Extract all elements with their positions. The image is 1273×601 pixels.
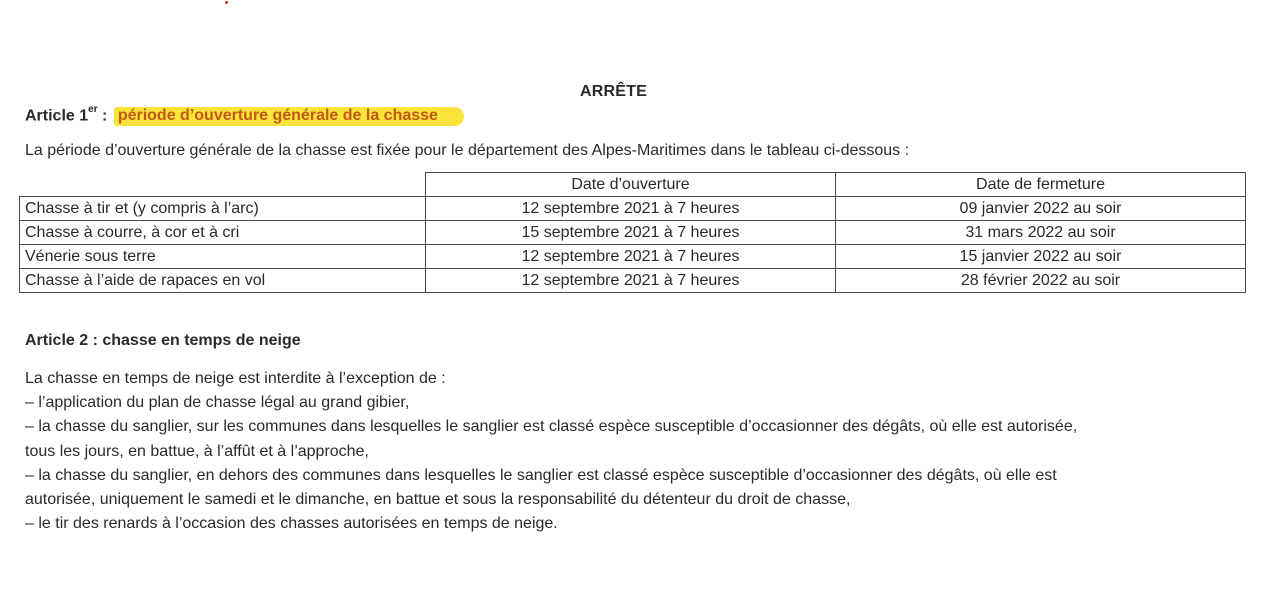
table-row — [20, 197, 1246, 221]
article-2-line: – la chasse du sanglier, sur les communes dans lesquelles le sanglier est classé espèce susceptible d’occasionner des dégâts, où elle est autorisée, — [25, 418, 1078, 436]
hunting-periods-table — [19, 172, 1246, 293]
table-header-opening: Date d’ouverture — [426, 173, 836, 197]
cell-hunting-type: Chasse à l’aide de rapaces en vol — [20, 269, 426, 293]
table-header-row — [20, 173, 1246, 197]
article-2-line: – l’application du plan de chasse légal au grand gibier, — [25, 394, 410, 412]
article-2-line: – la chasse du sanglier, en dehors des communes dans lesquelles le sanglier est classé espèce susceptible d’occasionner des dégâts, où elle est — [25, 466, 1057, 484]
article-1-heading — [25, 106, 464, 125]
table-header-closing: Date de fermeture — [836, 173, 1246, 197]
scan-speck — [225, 1, 228, 4]
article-2-line: La chasse en temps de neige est interdite à l’exception de : — [25, 370, 446, 387]
article-2-line: – le tir des renards à l’occasion des chasses autorisées en temps de neige. — [25, 515, 558, 533]
article-2-heading: Article 2 : chasse en temps de neige — [25, 332, 301, 349]
cell-opening-date: 12 septembre 2021 à 7 heures — [426, 269, 836, 293]
article-1-label: Article 1 — [25, 107, 89, 125]
cell-hunting-type: Vénerie sous terre — [20, 245, 426, 269]
article-1-superscript: er — [88, 104, 98, 115]
article-1-intro: La période d’ouverture générale de la chasse est fixée pour le département des Alpes-Maritimes dans le tableau ci-dessous : — [25, 142, 910, 159]
article-1-separator: : — [97, 107, 112, 125]
cell-closing-date: 31 mars 2022 au soir — [836, 221, 1246, 245]
table-header-blank — [20, 173, 426, 197]
cell-hunting-type: Chasse à tir et (y compris à l’arc) — [20, 197, 426, 221]
table-row — [20, 221, 1246, 245]
document-title: ARRÊTE — [580, 83, 647, 100]
cell-opening-date: 12 septembre 2021 à 7 heures — [426, 245, 836, 269]
table-row — [20, 245, 1246, 269]
cell-opening-date: 15 septembre 2021 à 7 heures — [426, 221, 836, 245]
cell-closing-date: 28 février 2022 au soir — [836, 269, 1246, 293]
article-2-line: tous les jours, en battue, à l’affût et à l’approche, — [25, 442, 369, 460]
article-2-body — [25, 367, 1077, 536]
cell-opening-date: 12 septembre 2021 à 7 heures — [426, 197, 836, 221]
cell-hunting-type: Chasse à courre, à cor et à cri — [20, 221, 426, 245]
article-2-line: autorisée, uniquement le samedi et le dimanche, en battue et sous la responsabilité du détenteur du droit de chasse, — [25, 491, 851, 509]
article-1-highlighted-title: période d’ouverture générale de la chasse — [114, 107, 464, 126]
cell-closing-date: 15 janvier 2022 au soir — [836, 245, 1246, 269]
table-row — [20, 269, 1246, 293]
cell-closing-date: 09 janvier 2022 au soir — [836, 197, 1246, 221]
